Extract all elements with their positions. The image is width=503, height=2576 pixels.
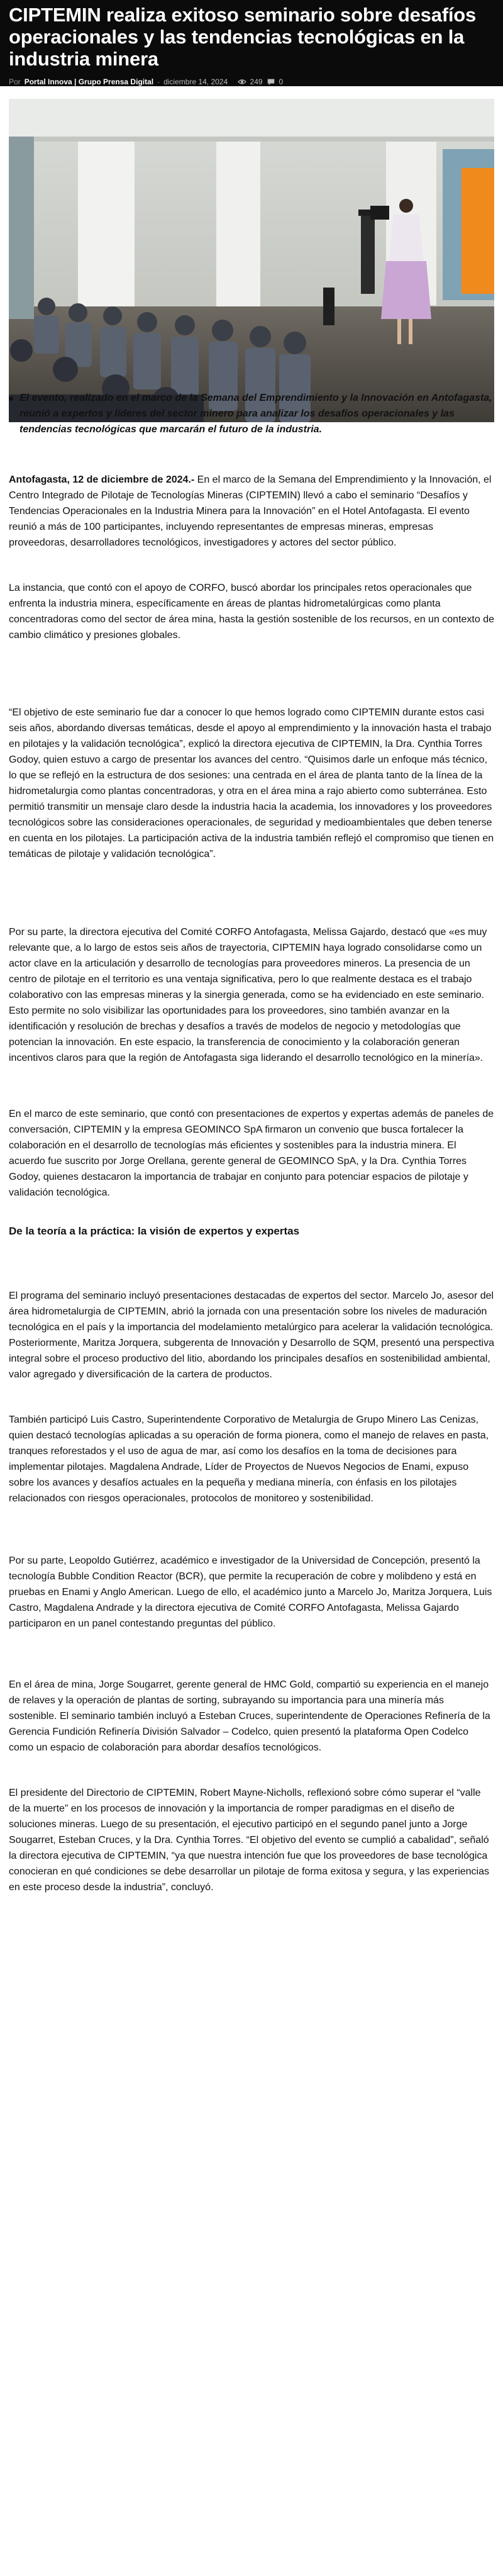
comment-count[interactable]: 0 [279,77,284,86]
by-label: Por [9,77,21,86]
eye-icon [238,77,246,86]
paragraph [9,472,494,551]
paragraph: También participó Luis Castro, Superintendente Corporativo de Metalurgia de Grupo Minero Las Cenizas, quien destacó tecnologías aplicadas a su operación de forma pionera, como el manejo de relaves en pasta, tranques reforestados y el uso de agua de mar, así como los desafíos en la toma de decisiones para implementar pilotajes. Magdalena Andrade, Líder de Proyectos de Nuevos Negocios de Enami, expuso sobre los avances y desafíos actuales en la pequeña y mediana minería, con énfasis en los pilotajes relacionados con riesgos operacionales, protocolos de monitoreo y sostenibilidad. [9,1414,489,1504]
author-link[interactable]: Portal Innova | Grupo Prensa Digital [24,77,154,86]
paragraph: El programa del seminario incluyó presentaciones destacadas de expertos del sector. Marcelo Jo, asesor del área hidrometalurgia de CIPTEMIN, abrió la jornada con una presentación sobre los niveles de maduración tecnológica en el país y la importancia del modelamiento metalúrgico para acelerar la validación tecnológica. Posteriormente, Maritza Jorquera, subgerenta de Innovación y Desarrollo de SQM, presentó una perspectiva integral sobre el proceso productivo del litio, abordando los principales desafíos en sostenibilidad ambiental, valor agregado y diversificación de la cartera de productos. [9,1291,494,1380]
paragraph: La instancia, que contó con el apoyo de CORFO, buscó abordar los principales retos operacionales que enfrenta la industria minera, específicamente en áreas de plantas hidrometalúrgicas como planta concentradoras como del sector de área mina, hasta la gestión sostenible de los recursos, en un contexto de cambio climático y presiones globales. [9,583,495,641]
paragraph: En el marco de este seminario, que contó con presentaciones de expertos y expertas además de paneles de conversación, CIPTEMIN y la empresa GEOMINCO SpA firmaron un convenio que busca fortalecer la colaboración en el desarrollo de tecnologías más eficientes y sostenibles para la industria minera. El acuerdo fue suscrito por Jorge Orellana, gerente general de GEOMINCO SpA, y la Dra. Cynthia Torres Godoy, quienes destacaron la importancia de trabajar en conjunto para potenciar espacios de pilotaje y validación tecnológica. [9,1109,494,1198]
meta-separator [231,77,233,86]
comment-icon[interactable] [267,77,275,86]
section-heading: De la teoría a la práctica: la visión de expertos y expertas [9,1225,300,1237]
paragraph: Por su parte, la directora ejecutiva del Comité CORFO Antofagasta, Melissa Gajardo, destacó que «es muy relevante que, a lo largo de estos seis años de trayectoria, CIPTEMIN haya logrado consolidarse como un actor clave en la articulación y desarrollo de tecnologías para proveedores mineros. La presencia de un centro de pilotaje en el territorio es una ventaja significativa, pero lo que realmente destaca es el trabajo colaborativo con las empresas mineras y la sinergia generada, como se ha evidenciado en este seminario. Esto permite no solo visibilizar las oportunidades para los proveedores, sino también avanzar en la identificación y resolución de brechas y desafíos a través de modelos de negocio y metodologías que potencian la innovación. En este espacio, la transferencia de conocimiento y la colaboración generan incentivos claros para que la región de Antofagasta siga liderando el desarrollo tecnológico en la minería». [9,927,487,1063]
paragraph: El presidente del Directorio de CIPTEMIN, Robert Mayne-Nicholls, reflexionó sobre cómo superar el “valle de la muerte” en los procesos de innovación y la importancia de romper paradigmas en el diseño de soluciones mineras. Luego de su presentación, el ejecutivo participó en el segundo panel junto a Jorge Sougarret, Esteban Cruces, y la Dra. Cynthia Torres. “El objetivo del evento se cumplió a cabalidad”, señaló la directora ejecutiva de CIPTEMIN, “ya que nuestra intención fue que los proveedores de base tecnológica conocieran en qué condiciones se debe desarrollar un pilotaje de forma exitosa y segura, y las experiencias en este proceso desde la industria”, concluyó. [9,1788,490,1893]
view-count: 249 [250,77,263,86]
article-header [0,0,503,86]
publish-date: diciembre 14, 2024 [163,77,228,86]
article-title: CIPTEMIN realiza exitoso seminario sobre desafíos operacionales y las tendencias tecnológicas en la industria minera [9,4,477,70]
paragraph: Por su parte, Leopoldo Gutiérrez, académico e investigador de la Universidad de Concepción, presentó la tecnología Bubble Condition Reactor (BCR), que permite la recuperación de cobre y molibdeno y está en pruebas en Enami y Anglo American. Luego de ello, el académico junto a Marcelo Jo, Maritza Jorquera, Luis Castro, Magdalena Andrade y la directora ejecutiva de Comité CORFO Antofagasta, Melissa Gajardo participaron en un panel contestando preguntas del público. [9,1555,492,1629]
paragraph-text: En el marco de la Semana del Emprendimiento y la Innovación, el Centro Integrado de Pilotaje de Tecnologías Mineras (CIPTEMIN) llevó a cabo el seminario “Desafíos y Tendencias Operacionales en la Industria Minera para la Innovación” en el Hotel Antofagasta. El evento reunió a más de 100 participantes, incluyendo representantes de empresas mineras, empresas proveedoras, desarrolladores tecnológicos, investigadores y actores del sector público. [9,474,492,548]
article-meta [9,77,494,86]
seminar-photo [9,99,494,422]
featured-image [9,99,494,422]
paragraph: En el área de mina, Jorge Sougarret, gerente general de HMC Gold, compartió su experiencia en el manejo de relaves y la operación de plantas de sorting, subrayando su importancia para una minería más sostenible. El seminario también incluyó a Esteban Cruces, superintendente de Operaciones Refinería de la Gerencia Fundición Refinería División Salvador – Codelco, quien presentó la plataforma Open Codelco como un espacio de colaboración para abordar desafíos tecnológicos. [9,1679,490,1753]
meta-separator: - [157,77,160,86]
bullet-icon [9,396,13,401]
lead-text: El evento, realizado en el marco de la Semana del Emprendimiento y la Innovación en Antofagasta, reunió a expertos y líderes del sector minero para analizar los desafíos operacionales y las tendencias tecnológicas que marcarán el futuro de la industria. [19,393,492,435]
paragraph: “El objetivo de este seminario fue dar a conocer lo que hemos logrado como CIPTEMIN durante estos casi seis años, abordando diversas temáticas, desde el apoyo al emprendimiento y la innovación hasta el trabajo en pilotajes y la validación tecnológica”, explicó la directora ejecutiva de CIPTEMIN, la Dra. Cynthia Torres Godoy, quien estuvo a cargo de presentar los avances del centro. “Quisimos darle un enfoque más técnico, lo que se reflejó en la estructura de dos sesiones: una centrada en el área de planta tanto de la línea de la hidrometalurgia como plantas concentradoras, y otra en el área mina a rajo abierto como subterránea. Esto permitió transmitir un mensaje claro desde la industria hacia la academia, los innovadores y los proveedores tecnológicos sobre las consideraciones operacionales, de seguridad y medioambientales que deben tenerse en cuenta en los pilotajes. La participación activa de la industria también reflejó el compromiso que tienen en temáticas de pilotaje y validación tecnológica”. [9,707,494,860]
lead-list-item [9,390,494,437]
dateline: Antofagasta, 12 de diciembre de 2024.- [9,474,195,485]
